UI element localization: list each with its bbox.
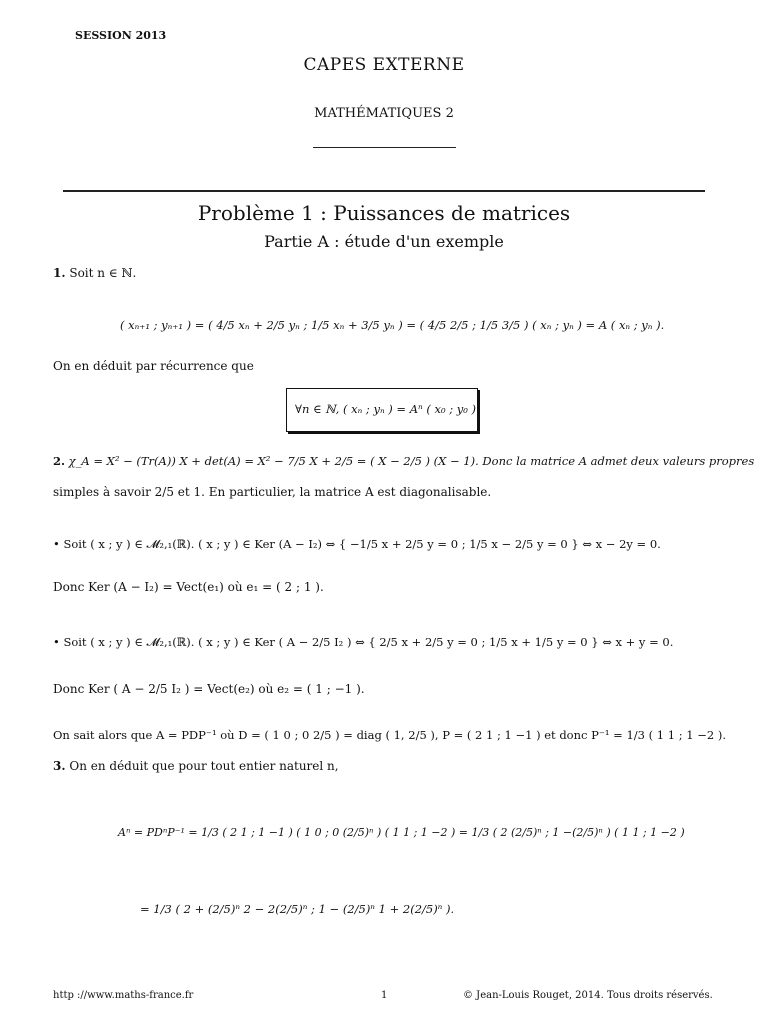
page-number: 1 — [381, 990, 388, 1001]
q2-ker2: Donc Ker ( A − 2/5 I₂ ) = Vect(e₂) où e₂ = ( 1 ; −1 ). — [53, 682, 365, 696]
q1-deduce: On en déduit par récurrence que — [53, 359, 254, 373]
q2-charpoly: χ_A = X² − (Tr(A)) X + det(A) = X² − 7/5 X + 2/5 = ( X − 2/5 ) (X − 1). Donc la matrice A admet deux valeurs propres — [68, 454, 755, 468]
q2-line1 — [53, 454, 754, 468]
boxed-result — [286, 388, 478, 432]
q3-equation2: = 1/3 ( 2 + (2/5)ⁿ 2 − 2(2/5)ⁿ ; 1 − (2/5)ⁿ 1 + 2(2/5)ⁿ ). — [140, 902, 455, 916]
footer-copyright: © Jean-Louis Rouget, 2014. Tous droits réservés. — [463, 990, 713, 1001]
q2-bullet1: • Soit ( x ; y ) ∈ 𝓜₂,₁(ℝ). ( x ; y ) ∈ Ker (A − I₂) ⇔ { −1/5 x + 2/5 y = 0 ; 1/5 x − 2/5 y = 0 } ⇔ x − 2y = 0. — [53, 537, 661, 551]
q3-line — [53, 759, 339, 773]
subject-title: MATHÉMATIQUES 2 — [314, 106, 454, 121]
q3-number: 3. — [53, 759, 66, 773]
part-title: Partie A : étude d'un exemple — [264, 232, 504, 251]
boxed-equation: ∀n ∈ ℕ, ( xₙ ; yₙ ) = Aⁿ ( x₀ ; y₀ ). — [295, 402, 480, 416]
q1-intro: Soit n ∈ ℕ. — [69, 266, 137, 280]
problem-title: Problème 1 : Puissances de matrices — [197, 201, 571, 225]
q1-line — [53, 266, 136, 280]
q2-pdp: On sait alors que A = PDP⁻¹ où D = ( 1 0 ; 0 2/5 ) = diag ( 1, 2/5 ), P = ( 2 1 ; 1 −1 ) et donc P⁻¹ = 1/3 ( 1 1 ; 1 −2 ). — [53, 728, 726, 742]
q3-intro: On en déduit que pour tout entier naturel n, — [69, 759, 339, 773]
session-label: SESSION 2013 — [75, 29, 167, 42]
q2-line2: simples à savoir 2/5 et 1. En particulier, la matrice A est diagonalisable. — [53, 485, 492, 499]
q2-ker1: Donc Ker (A − I₂) = Vect(e₁) où e₁ = ( 2 ; 1 ). — [53, 580, 324, 594]
q1-number: 1. — [53, 266, 66, 280]
long-divider — [63, 190, 705, 192]
exam-title: CAPES EXTERNE — [303, 55, 465, 75]
q2-bullet2: • Soit ( x ; y ) ∈ 𝓜₂,₁(ℝ). ( x ; y ) ∈ Ker ( A − 2/5 I₂ ) ⇔ { 2/5 x + 2/5 y = 0 ; 1/5 x + 1/5 y = 0 } ⇔ x + y = 0. — [53, 635, 674, 649]
footer-url: http ://www.maths-france.fr — [53, 990, 194, 1001]
q2-number: 2. — [53, 454, 66, 468]
q3-equation1: Aⁿ = PDⁿP⁻¹ = 1/3 ( 2 1 ; 1 −1 ) ( 1 0 ; 0 (2/5)ⁿ ) ( 1 1 ; 1 −2 ) = 1/3 ( 2 (2/5)ⁿ ; 1 −(2/5)ⁿ ) ( 1 1 ; 1 −2 ) — [118, 826, 685, 839]
q1-equation: ( xₙ₊₁ ; yₙ₊₁ ) = ( 4/5 xₙ + 2/5 yₙ ; 1/5 xₙ + 3/5 yₙ ) = ( 4/5 2/5 ; 1/5 3/5 ) ( xₙ ; yₙ ) = A ( xₙ ; yₙ ). — [120, 318, 665, 332]
short-divider — [313, 147, 456, 148]
